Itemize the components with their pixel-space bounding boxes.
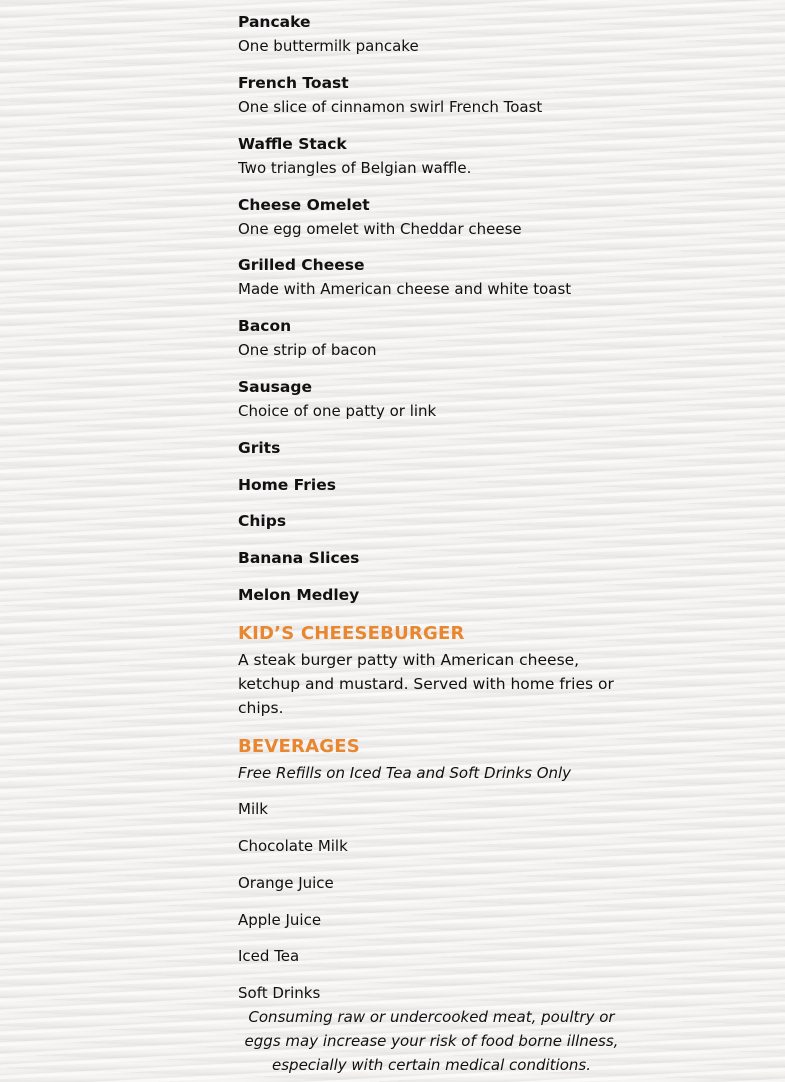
refill-note: Free Refills on Iced Tea and Soft Drinks Only (238, 764, 572, 782)
menu-item-melon-medley (238, 583, 359, 607)
menu-item-bacon (238, 314, 377, 362)
item-description: Made with American cheese and white toast (238, 280, 572, 298)
menu-item-grits (238, 436, 280, 460)
menu-item-grilled-cheese (238, 253, 571, 301)
menu-item-pancake (238, 10, 419, 58)
menu-item-cheese-omelet (238, 193, 522, 241)
menu-item-sausage (238, 375, 436, 423)
item-description: One strip of bacon (238, 341, 377, 359)
item-name: Melon Medley (238, 586, 360, 604)
item-name: Grits (238, 439, 281, 457)
menu-item-waffle-stack (238, 132, 471, 180)
item-name: Chips (238, 512, 287, 530)
beverage-item: Milk (238, 800, 268, 818)
item-name: Pancake (238, 13, 311, 31)
item-description: One buttermilk pancake (238, 37, 419, 55)
item-name: Sausage (238, 378, 312, 396)
item-name: Waffle Stack (238, 135, 347, 153)
item-name: Cheese Omelet (238, 196, 370, 214)
beverages-heading: BEVERAGES (238, 736, 360, 757)
cheeseburger-description: A steak burger patty with American cheese, ketchup and mustard. Served with home fries or chips. (238, 651, 614, 717)
beverage-item: Apple Juice (238, 911, 322, 929)
cheeseburger-heading: KID’S CHEESEBURGER (238, 623, 465, 644)
beverage-item: Chocolate Milk (238, 837, 348, 855)
item-description: Two triangles of Belgian waffle. (238, 159, 472, 177)
item-name: Grilled Cheese (238, 256, 365, 274)
item-name: Banana Slices (238, 549, 360, 567)
item-name: Home Fries (238, 476, 336, 494)
item-description: Choice of one patty or link (238, 402, 437, 420)
menu-item-chips (238, 509, 286, 533)
item-description: One slice of cinnamon swirl French Toast (238, 98, 543, 116)
beverage-item: Iced Tea (238, 947, 300, 965)
menu-item-home-fries (238, 473, 336, 497)
item-name: French Toast (238, 74, 349, 92)
beverage-item: Soft Drinks (238, 984, 321, 1002)
item-description: One egg omelet with Cheddar cheese (238, 220, 522, 238)
beverage-item: Orange Juice (238, 874, 334, 892)
menu-item-french-toast (238, 71, 542, 119)
food-safety-disclaimer: Consuming raw or undercooked meat, poultry or eggs may increase your risk of food borne illness, especially with certain medical conditions. (244, 1008, 619, 1074)
item-name: Bacon (238, 317, 292, 335)
menu-item-banana-slices (238, 546, 359, 570)
